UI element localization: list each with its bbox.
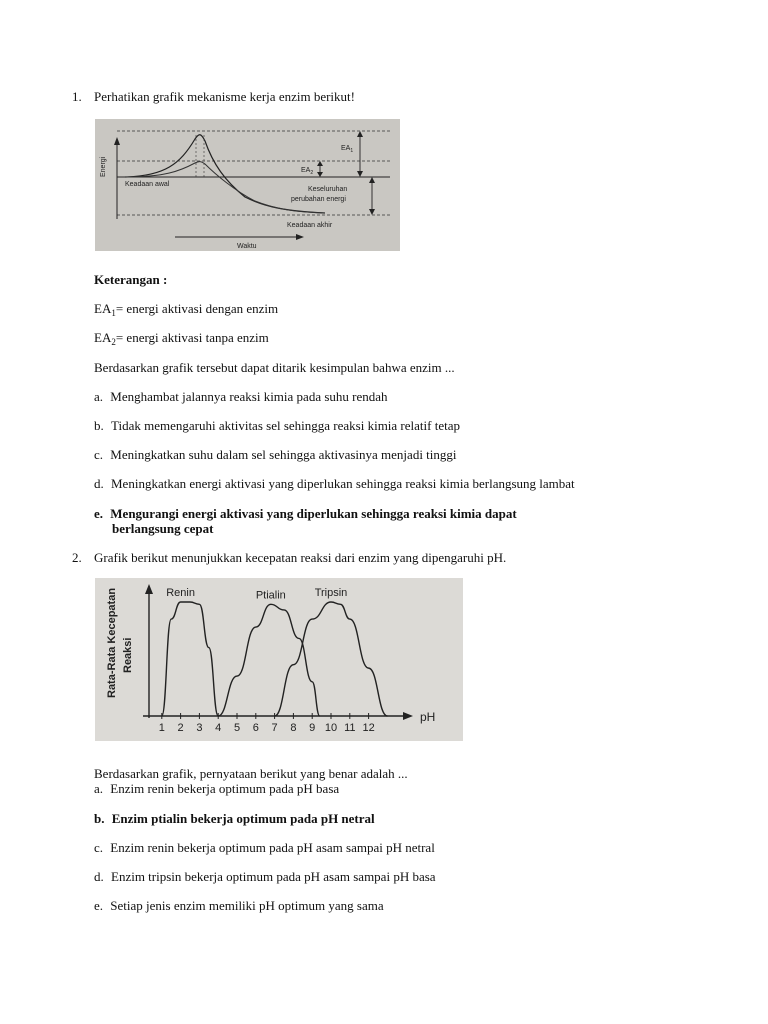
q1-question: Berdasarkan grafik tersebut dapat ditarik kesimpulan bahwa enzim ... xyxy=(94,360,455,375)
energy-axis-label: Energi xyxy=(100,156,107,177)
q1-stem: Perhatikan grafik mekanisme kerja enzim berikut! xyxy=(94,89,355,104)
x-tick-label: 5 xyxy=(233,722,241,734)
legend-ea2: $EA_2=$ energi aktivasi tanpa enzim xyxy=(94,330,269,347)
series-line-ptialin xyxy=(218,604,320,716)
x-tick-label: 4 xyxy=(215,722,222,734)
y-axis-arrow-icon xyxy=(114,137,120,145)
q1-option-e-line2: berlangsung cepat xyxy=(112,521,214,536)
x-axis-arrow-icon xyxy=(403,712,413,720)
series-line-renin xyxy=(162,602,218,716)
q2-question: Berdasarkan grafik, pernyataan berikut yang benar adalah ... xyxy=(94,766,408,781)
q1-option-a: a. Menghambat jalannya reaksi kimia pada suhu rendah xyxy=(94,389,388,404)
series-label-renin: Renin xyxy=(166,587,195,599)
x-axis-label: pH xyxy=(420,710,436,724)
q2-option-b: b. Enzim ptialin bekerja optimum pada pH netral xyxy=(94,811,375,826)
series-label-tripsin: Tripsin xyxy=(314,587,348,599)
overall-arrow-down-icon xyxy=(369,209,375,215)
x-tick-label: 2 xyxy=(177,722,184,734)
legend-title: Keterangan : xyxy=(94,272,168,287)
q2-option-d: d. Enzim tripsin bekerja optimum pada pH asam sampai pH basa xyxy=(94,869,436,884)
x-tick-label: 12 xyxy=(362,722,375,734)
q1-option-d: d. Meningkatkan energi aktivasi yang diperlukan sehingga reaksi kimia berlangsung lambat xyxy=(94,476,575,491)
ea2-arrow-down-icon xyxy=(317,172,323,177)
overall-change-label-1: Keseluruhan xyxy=(308,186,348,193)
series-label-ptialin: Ptialin xyxy=(255,589,286,602)
x-tick-label: 7 xyxy=(271,722,278,734)
q2-option-c: c. Enzim renin bekerja optimum pada pH asam sampai pH netral xyxy=(94,840,435,855)
y-axis-label-1: Rata-Rata Kecepatan xyxy=(106,587,118,698)
ea1-arrow-down-icon xyxy=(357,171,363,177)
energy-diagram xyxy=(95,119,400,251)
overall-change-label-2: perubahan energi xyxy=(291,196,346,203)
ea2-label: $EA_2$ xyxy=(301,167,314,176)
start-state-label: Keadaan awal xyxy=(125,181,170,188)
q2-number: 2. xyxy=(72,550,82,565)
x-tick-label: 9 xyxy=(309,722,316,734)
x-tick-label: 8 xyxy=(290,722,297,734)
x-axis-arrow-icon xyxy=(296,234,304,240)
q2-option-a: a. Enzim renin bekerja optimum pada pH basa xyxy=(94,781,340,796)
overall-arrow-up-icon xyxy=(369,177,375,183)
ph-chart-figure xyxy=(95,578,463,741)
x-tick-label: 11 xyxy=(344,722,356,734)
q1-option-e: e. Mengurangi energi aktivasi yang diperlukan sehingga reaksi kimia dapat xyxy=(94,506,517,521)
q2-option-e: e. Setiap jenis enzim memiliki pH optimum yang sama xyxy=(94,898,384,913)
series-line-tripsin xyxy=(275,602,388,716)
ph-chart xyxy=(95,578,463,741)
legend-ea1: $EA_1=$ energi aktivasi dengan enzim xyxy=(94,301,279,318)
ea2-arrow-up-icon xyxy=(317,161,323,166)
time-axis-label: Waktu xyxy=(237,243,257,250)
y-axis-label-2: Reaksi xyxy=(122,637,134,673)
x-tick-label: 1 xyxy=(158,722,165,734)
q1-option-c: c. Meningkatkan suhu dalam sel sehingga aktivasinya menjadi tinggi xyxy=(94,447,457,462)
x-tick-label: 6 xyxy=(252,722,259,734)
ea1-arrow-up-icon xyxy=(357,131,363,137)
x-tick-label: 3 xyxy=(196,722,203,734)
q1-number: 1. xyxy=(72,89,82,104)
end-state-label: Keadaan akhir xyxy=(287,222,333,229)
q2-stem: Grafik berikut menunjukkan kecepatan reaksi dari enzim yang dipengaruhi pH. xyxy=(94,550,507,565)
energy-diagram-figure xyxy=(95,119,400,251)
x-tick-label: 10 xyxy=(324,722,338,734)
q1-option-b: b. Tidak memengaruhi aktivitas sel sehingga reaksi kimia relatif tetap xyxy=(94,418,460,433)
ea1-label: $EA_1$ xyxy=(341,145,354,154)
y-axis-arrow-icon xyxy=(145,584,153,594)
